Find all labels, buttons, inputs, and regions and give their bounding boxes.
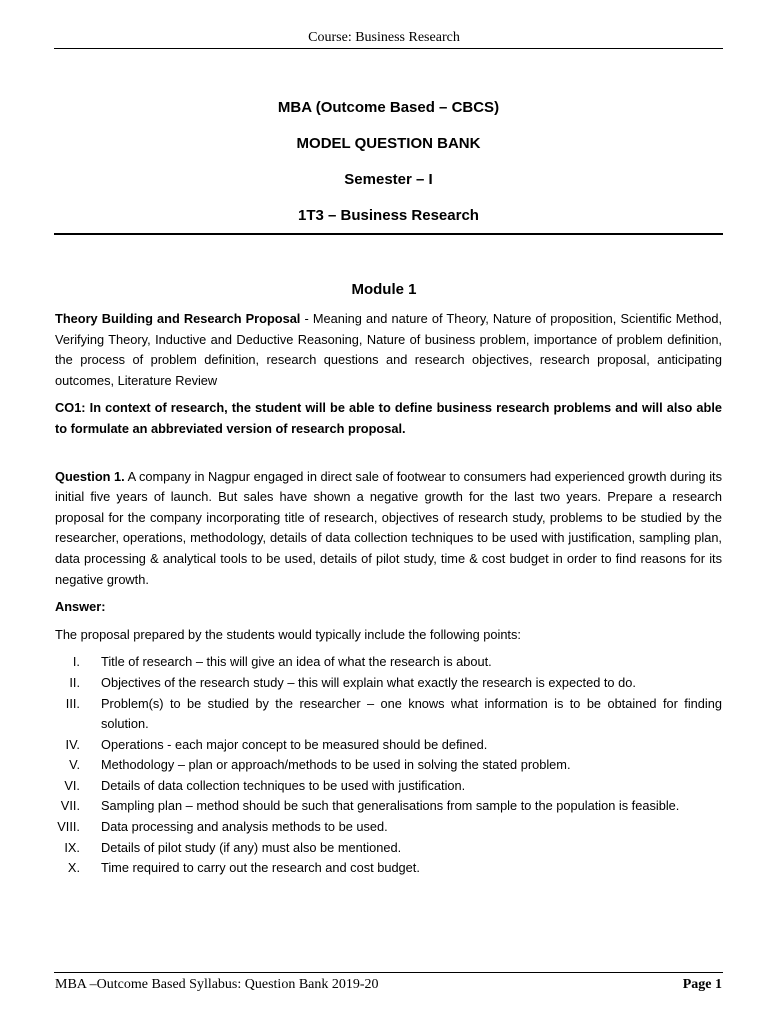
running-header: Course: Business Research [308,30,460,45]
list-item: VII. Sampling plan – method should be such that generalisations from sample to the population is feasible. [60,798,680,814]
topic-heading: Theory Building and Research Proposal [55,311,301,326]
answer-points-list [55,652,722,879]
course-outcome: CO1: In context of research, the student will be able to define business research problems and will also able to formulate an abbreviated version of research proposal. [55,400,722,436]
list-item: I. Title of research – this will give an idea of what the research is about. [72,654,492,670]
document-body [55,309,722,879]
question-1 [55,467,722,591]
list-item: II. Objectives of the research study – this will explain what exactly the research is expected to do. [69,674,636,690]
footer-divider [54,972,723,973]
topic-text: - Meaning and nature of Theory, Nature of proposition, Scientific Method, Verifying Theory, Inductive and Deductive Reasoning, Nature of business problem, importance of problem definition, the process of problem definition, research questions and research objectives, research proposal, anticipating outcomes, Literature Review [55,311,722,388]
list-item: IV. Operations - each major concept to be measured should be defined. [65,736,488,752]
list-item: X. Time required to carry out the research and cost budget. [67,860,420,876]
question-bank-title: MODEL QUESTION BANK [296,135,481,152]
program-title: MBA (Outcome Based – CBCS) [277,99,500,116]
question-label: Question 1. [55,468,125,484]
answer-label: Answer: [55,599,106,615]
page-number: Page 1 [682,977,722,992]
title-block [54,98,723,242]
module-heading: Module 1 [351,281,417,298]
list-item: IX. Details of pilot study (if any) must also be mentioned. [64,839,402,855]
list-item: VI. Details of data collection techniques to be used with justification. [64,777,466,793]
list-item: III. Problem(s) to be studied by the researcher – one knows what information is to be obtained for finding solution. [65,695,722,732]
title-divider [54,233,723,235]
footer-label: MBA –Outcome Based Syllabus: Question Bank 2019-20 [55,977,379,992]
page-footer [55,977,722,993]
question-text: A company in Nagpur engaged in direct sale of footwear to consumers had experienced growth during its initial five years of launch. But sales have shown a negative growth for the last two years. Prepare a research proposal for the company incorporating title of research, objectives of research study, problems to be studied by the researcher, operations, methodology, details of data collection techniques to be used with justification, sampling plan, data processing & analytical tools to be used, details of pilot study, time & cost budget in order to find reasons for its negative growth. [55,468,722,587]
subject-title: 1T3 – Business Research [298,207,479,224]
header-divider [54,48,723,49]
answer-intro: The proposal prepared by the students would typically include the following points: [55,626,521,642]
list-item: VIII. Data processing and analysis methods to be used. [57,819,388,835]
list-item: V. Methodology – plan or approach/methods to be used in solving the stated problem. [69,757,571,773]
semester-title: Semester – I [344,171,433,188]
module-topics [55,309,722,391]
